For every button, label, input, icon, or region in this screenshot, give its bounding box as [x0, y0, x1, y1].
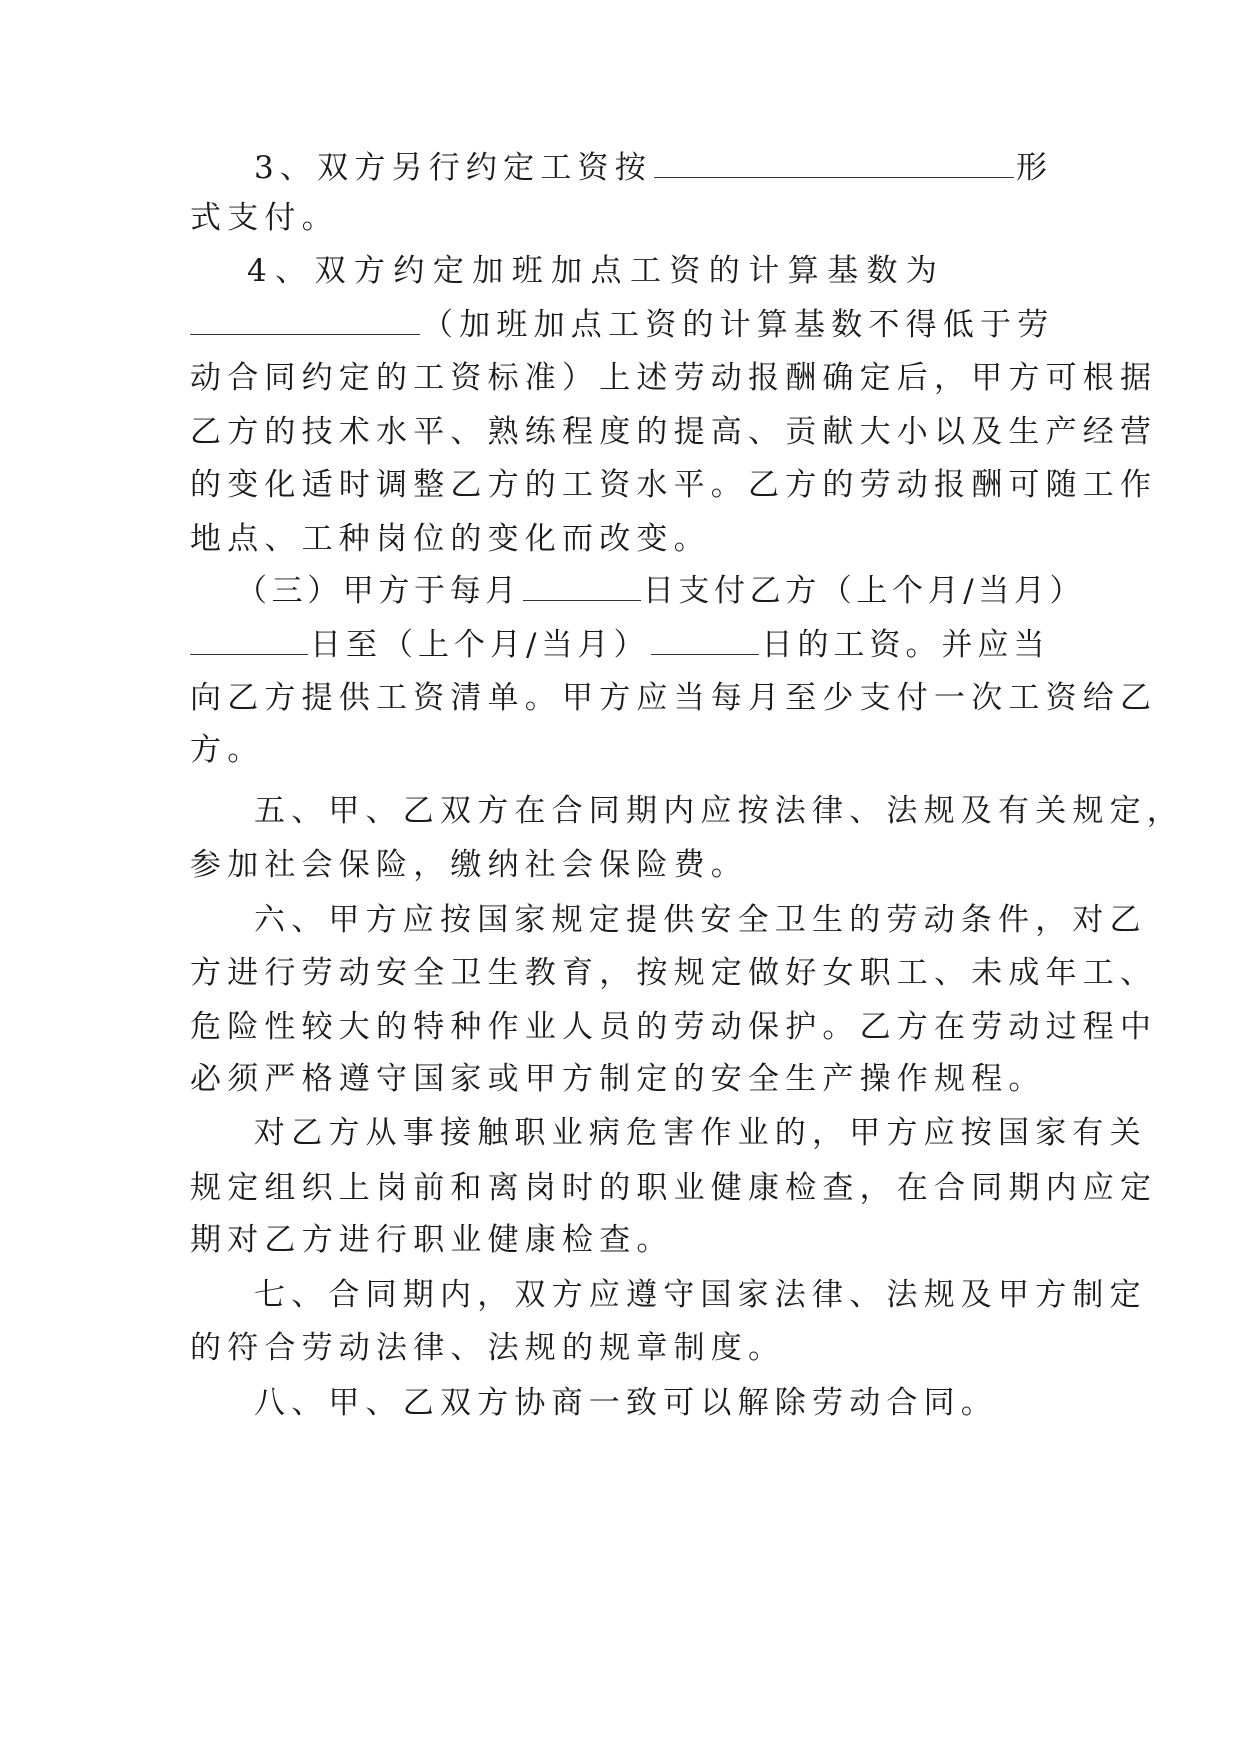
fill-in-blank[interactable]	[654, 143, 1014, 178]
text-line	[190, 300, 1070, 350]
text-line: 参加社会保险，缴纳社会保险费。	[190, 847, 748, 883]
text-line-spaced	[247, 246, 937, 296]
char: 数	[866, 253, 898, 289]
text-line: 六、甲方应按国家规定提供安全卫生的劳动条件，对乙	[254, 902, 1147, 938]
char: 班	[511, 253, 543, 289]
char: 的	[708, 253, 740, 289]
text-segment: 形	[1015, 150, 1054, 186]
text-line: 向乙方提供工资清单。甲方应当每月至少支付一次工资给乙	[190, 680, 1158, 716]
fill-in-blank[interactable]	[190, 300, 420, 335]
char: 4	[247, 253, 267, 289]
text-segment: （三）甲方于每月	[236, 573, 521, 609]
char: 工	[629, 253, 661, 289]
text-segment: 3、双方另行约定工资按	[254, 150, 652, 186]
text-segment: 日至（上个月/当月）	[310, 627, 650, 663]
fill-in-blank[interactable]	[651, 620, 759, 655]
text-line: 的变化适时调整乙方的工资水平。乙方的劳动报酬可随工作	[190, 467, 1158, 503]
text-segment: 日的工资。并应当	[761, 627, 1050, 663]
char: 方	[354, 253, 385, 289]
text-line: 地点、工种岗位的变化而改变。	[190, 521, 711, 557]
text-line	[190, 620, 1070, 670]
text-line: 对乙方从事接触职业病危害作业的，甲方应按国家有关	[254, 1115, 1147, 1151]
fill-in-blank[interactable]	[523, 566, 641, 601]
char: 基	[827, 253, 859, 289]
char: 点	[590, 253, 622, 289]
text-line: 式支付。	[190, 200, 339, 236]
text-line: 七、合同期内，双方应遵守国家法律、法规及甲方制定	[254, 1277, 1147, 1313]
text-line: 必须严格遵守国家或甲方制定的安全生产操作规程。	[190, 1061, 1046, 1097]
char: 算	[787, 253, 819, 289]
text-line: 乙方的技术水平、熟练程度的提高、贡献大小以及生产经营	[190, 414, 1158, 450]
text-line	[254, 143, 1070, 193]
text-line	[236, 566, 1086, 616]
text-line: 八、甲、乙双方协商一致可以解除劳动合同。	[254, 1385, 998, 1421]
char: 加	[551, 253, 583, 289]
fill-in-blank[interactable]	[190, 620, 308, 655]
text-line: 动合同约定的工资标准）上述劳动报酬确定后，甲方可根据	[190, 360, 1158, 396]
text-segment: 日支付乙方（上个月/当月）	[642, 573, 1086, 609]
char: 定	[432, 253, 464, 289]
text-line: 方。	[190, 732, 265, 768]
text-line: 期对乙方进行职业健康检查。	[190, 1222, 674, 1258]
text-segment: （加班加点工资的计算基数不得低于劳	[422, 307, 1055, 343]
char: 为	[905, 253, 937, 289]
text-line: 的符合劳动法律、法规的规章制度。	[190, 1330, 786, 1366]
text-line: 五、甲、乙双方在合同期内应按法律、法规及有关规定，	[254, 793, 1184, 829]
char: 资	[669, 253, 701, 289]
text-line: 规定组织上岗前和离岗时的职业健康检查，在合同期内应定	[190, 1170, 1158, 1206]
char: 约	[393, 253, 425, 289]
char: 加	[472, 253, 504, 289]
text-line: 方进行劳动安全卫生教育，按规定做好女职工、未成年工、	[190, 955, 1158, 991]
text-line: 危险性较大的特种作业人员的劳动保护。乙方在劳动过程中	[190, 1009, 1158, 1045]
char: 计	[748, 253, 780, 289]
char: 双	[314, 253, 346, 289]
char: 、	[275, 253, 307, 289]
